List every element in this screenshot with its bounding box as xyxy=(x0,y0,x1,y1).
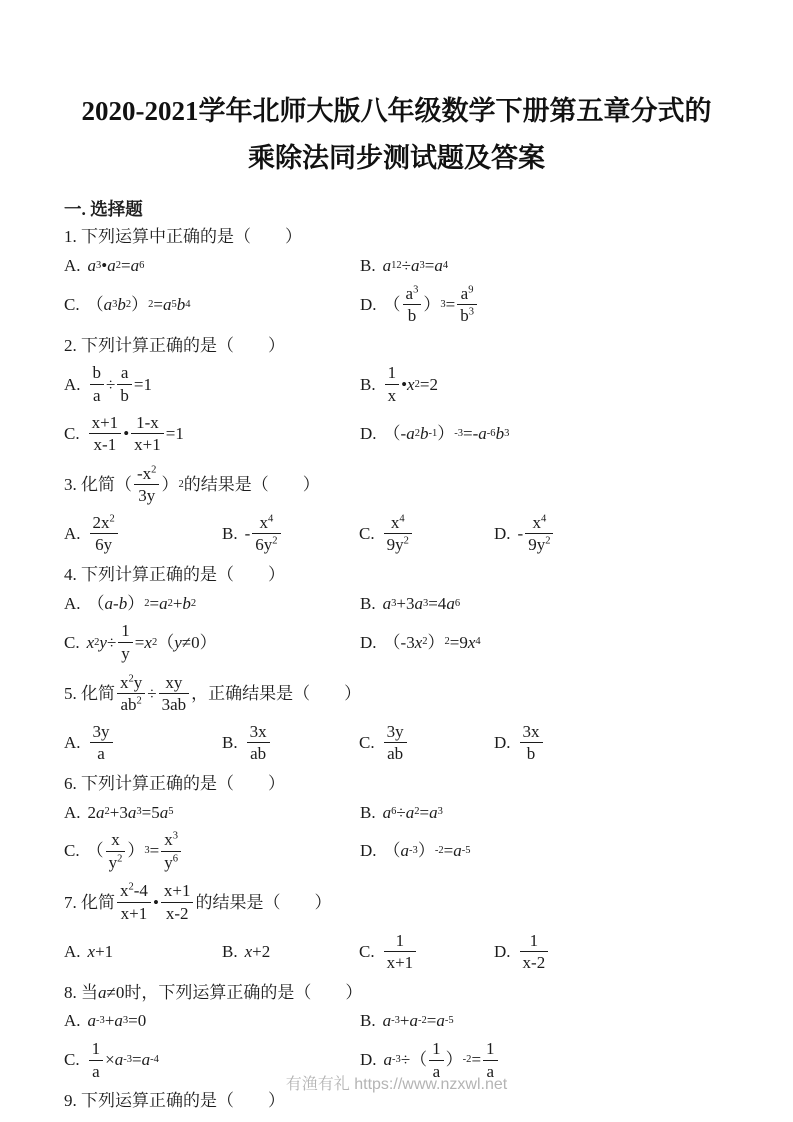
option-label: B. xyxy=(360,374,376,394)
option xyxy=(494,721,729,765)
math-variable: b xyxy=(419,423,429,443)
math-variable: a xyxy=(400,841,410,861)
option-label: B. xyxy=(222,523,238,543)
math-variable: a xyxy=(159,802,169,822)
option-label: C. xyxy=(359,941,375,961)
option xyxy=(64,293,360,317)
fraction-denominator: 3ab xyxy=(161,695,187,715)
option-label: C. xyxy=(64,294,80,314)
option-math: （ a -3 ） -2 = a -5 xyxy=(384,839,471,863)
fraction-denominator: a xyxy=(93,386,101,406)
fraction xyxy=(384,513,412,555)
questions-list xyxy=(64,225,729,1113)
option-label: A. xyxy=(64,1011,81,1031)
question xyxy=(64,563,729,665)
option-label: A. xyxy=(64,941,81,961)
superscript: 3 xyxy=(172,830,178,842)
math-variable: a xyxy=(453,841,462,861)
question-stem: 2. 下列计算正确的是（ ） xyxy=(64,335,285,355)
option-math: （ a - b ） 2 = a 2 + b 2 xyxy=(88,592,197,616)
fraction xyxy=(384,931,417,973)
options-row xyxy=(64,721,729,765)
fraction xyxy=(90,722,113,764)
fraction xyxy=(457,284,477,326)
fraction-numerator: $x^2y$ xyxy=(117,673,145,695)
math-variable: a xyxy=(383,1050,393,1070)
option xyxy=(64,412,360,456)
options-row xyxy=(64,254,729,278)
fraction-numerator: $2x^2$ xyxy=(90,513,118,535)
fraction-denominator: $y^2$ xyxy=(108,852,123,872)
math-variable: a xyxy=(114,1011,123,1031)
option-math: - $\frac{x^4}{6y^2}$ xyxy=(245,512,283,556)
fraction xyxy=(90,513,118,555)
math-variable: a xyxy=(434,255,443,275)
math-variable: a xyxy=(382,255,392,275)
math-variable: x xyxy=(407,374,415,394)
option-label: B. xyxy=(360,593,376,613)
question-stem: 8. 当 a ≠0时，下列运算正确的是（ ） xyxy=(64,981,729,1005)
fraction-numerator: b xyxy=(90,363,105,385)
option-math: a 3 +3 a 3 =4 a 6 xyxy=(383,592,460,616)
math-variable: a xyxy=(414,593,423,613)
superscript: 4 xyxy=(540,513,547,525)
question-stem: 5. 化简 $\frac{x^2y}{ab^2}$ ÷ $\frac{xy}{3ab}$ ，正确结果是（ ） xyxy=(64,672,362,715)
fraction xyxy=(131,413,164,455)
fraction xyxy=(385,363,400,405)
question-stem: 9. 下列运算正确的是（ ） xyxy=(64,1091,285,1111)
option xyxy=(222,940,359,964)
fraction-denominator: b xyxy=(120,386,129,406)
math-variable: a xyxy=(478,423,487,443)
superscript: 2 xyxy=(151,464,157,476)
option-math xyxy=(88,721,115,765)
fraction xyxy=(117,363,132,405)
math-variable: a xyxy=(87,1011,97,1031)
option-label: C. xyxy=(64,841,80,861)
option-label: B. xyxy=(222,732,238,752)
fraction xyxy=(118,621,133,663)
fraction-denominator: x-1 xyxy=(93,435,117,455)
math-variable: a xyxy=(410,255,420,275)
option xyxy=(360,254,729,278)
math-variable: b xyxy=(182,593,191,613)
fraction-numerator: x xyxy=(106,830,126,852)
options-row xyxy=(64,930,729,974)
options-row xyxy=(64,592,729,616)
fraction-denominator: b xyxy=(526,744,536,764)
option-math: $\frac{1}{a}$ × a -3 = a -4 xyxy=(87,1038,159,1082)
math-variable: a xyxy=(382,802,392,822)
math-variable: y xyxy=(99,632,107,652)
question xyxy=(64,463,729,556)
math-variable: b xyxy=(118,593,128,613)
options-row xyxy=(64,1009,729,1033)
fraction-numerator: x+1 xyxy=(161,881,194,903)
option-math: a 12 ÷ a 3 = a 4 xyxy=(383,254,449,278)
fraction-denominator: $9y^2$ xyxy=(386,535,409,555)
option-math xyxy=(382,930,419,974)
superscript: 2 xyxy=(128,881,134,893)
fraction xyxy=(90,363,105,405)
math-variable: a xyxy=(159,593,168,613)
question xyxy=(64,880,729,973)
math-variable: a xyxy=(114,1050,124,1070)
option xyxy=(64,721,222,765)
superscript: 2 xyxy=(128,672,134,684)
math-variable: x xyxy=(144,632,152,652)
math-variable: a xyxy=(409,1011,418,1031)
question xyxy=(64,334,729,456)
option-label: A. xyxy=(64,374,81,394)
math-variable: b xyxy=(176,294,186,314)
fraction-numerator: 1 xyxy=(384,931,417,953)
option-label: D. xyxy=(360,1050,377,1070)
math-variable: x xyxy=(87,941,96,961)
option xyxy=(222,512,359,556)
options-row xyxy=(64,829,729,873)
option xyxy=(359,930,494,974)
option-math: a -3 + a -2 = a -5 xyxy=(383,1009,454,1033)
math-variable: b xyxy=(495,423,505,443)
option xyxy=(494,512,729,556)
option-math xyxy=(382,512,414,556)
option-math: a 6 ÷ a 2 = a 3 xyxy=(383,801,443,825)
fraction xyxy=(106,830,126,872)
option-math: （- a 2 b -1 ） -3 =- a -6 b 3 xyxy=(384,422,510,446)
options-row xyxy=(64,801,729,825)
option xyxy=(360,839,729,863)
math-variable: a xyxy=(96,802,105,822)
option-label: D. xyxy=(360,632,377,652)
option-math: $\frac{1}{x}$ • x 2 =2 xyxy=(383,362,438,406)
superscript: 2 xyxy=(272,535,278,547)
fraction-denominator: y xyxy=(121,644,130,663)
superscript: 4 xyxy=(268,513,274,525)
math-variable: b xyxy=(117,294,126,314)
fraction-numerator: xy xyxy=(159,673,190,695)
fraction-numerator: $-x^2$ xyxy=(134,464,159,486)
fraction-numerator: 1-x xyxy=(131,413,164,435)
option-math: 2 a 2 +3 a 3 =5 a 5 xyxy=(88,801,174,825)
option-label: D. xyxy=(360,841,377,861)
fraction xyxy=(161,881,194,923)
option-math: - $\frac{x^4}{9y^2}$ xyxy=(518,512,556,556)
option-label: C. xyxy=(359,732,375,752)
options-row xyxy=(64,512,729,556)
fraction-numerator: 3x xyxy=(247,722,270,744)
option xyxy=(360,592,729,616)
option-label: C. xyxy=(64,632,80,652)
option-math: x 2 y ÷ $\frac{1}{y}$ = x 2 （ y ≠0） xyxy=(86,621,217,663)
fraction-denominator: a xyxy=(432,1061,441,1081)
option xyxy=(64,620,360,664)
question xyxy=(64,981,729,1083)
fraction-denominator: b xyxy=(407,306,417,326)
option-label: A. xyxy=(64,255,81,275)
fraction xyxy=(117,881,151,923)
fraction xyxy=(384,722,407,764)
option-math: （ $\frac{x}{y^2}$ ） 3 = $\frac{x^3}{y^6}$ xyxy=(87,829,183,873)
math-variable: a xyxy=(98,982,107,1002)
fraction-denominator: $9y^2$ xyxy=(528,535,551,555)
option-label: B. xyxy=(360,1011,376,1031)
option xyxy=(360,801,729,825)
fraction-denominator: a xyxy=(92,1061,100,1081)
fraction xyxy=(403,284,422,326)
option-label: A. xyxy=(64,802,81,822)
option-label: C. xyxy=(64,1050,80,1070)
math-variable: a xyxy=(436,1011,445,1031)
option xyxy=(64,592,360,616)
option xyxy=(360,631,729,655)
fraction-numerator: $x^4$ xyxy=(525,513,553,535)
superscript: 2 xyxy=(545,535,551,547)
math-variable: x xyxy=(414,632,423,652)
option-label: C. xyxy=(359,523,375,543)
option-label: A. xyxy=(64,593,81,613)
fraction-denominator: $6y^2$ xyxy=(255,535,278,555)
math-variable: x xyxy=(244,941,253,961)
option xyxy=(64,801,360,825)
math-variable: x xyxy=(467,632,476,652)
superscript: 2 xyxy=(117,853,123,865)
question xyxy=(64,672,729,765)
option-math: a -3 ÷（ $\frac{1}{a}$ ） -2 = $\frac{1}{a}$ xyxy=(384,1038,500,1082)
math-variable: a xyxy=(162,294,172,314)
option xyxy=(360,422,729,446)
fraction-numerator: $x^2-4$ xyxy=(117,881,151,903)
fraction-numerator: $x^4$ xyxy=(252,513,280,535)
superscript: 3 xyxy=(468,306,474,318)
fraction xyxy=(117,673,145,715)
option xyxy=(359,512,494,556)
option-math: （-3 x 2 ） 2 =9 x 4 xyxy=(384,631,481,655)
question xyxy=(64,225,729,327)
fraction-denominator: a xyxy=(486,1061,495,1081)
question-stem: 7. 化简 $\frac{x^2-4}{x+1}$ • $\frac{x+1}{x-2}$ 的结果是（ ） xyxy=(64,881,332,923)
superscript: 6 xyxy=(172,853,178,865)
option-math: $\frac{x+1}{x-1}$ • $\frac{1-x}{x+1}$ =1 xyxy=(87,412,184,456)
superscript: 9 xyxy=(468,283,474,295)
option-label: D. xyxy=(494,941,511,961)
fraction-denominator: $y^6$ xyxy=(164,852,178,872)
fraction-numerator: 3y xyxy=(384,722,407,744)
fraction xyxy=(159,673,190,715)
option-math: x +2 xyxy=(245,940,271,964)
math-variable: a xyxy=(127,802,137,822)
option-math xyxy=(518,721,545,765)
math-variable: a xyxy=(405,802,415,822)
superscript: 2 xyxy=(109,513,115,525)
fraction xyxy=(520,931,549,973)
option xyxy=(359,721,494,765)
fraction-denominator: x-2 xyxy=(522,953,546,973)
fraction xyxy=(252,513,280,555)
superscript: 2 xyxy=(136,695,142,707)
option-math xyxy=(382,721,409,765)
fraction-numerator: 1 xyxy=(89,1039,104,1061)
option-label: B. xyxy=(360,802,376,822)
option-label: B. xyxy=(222,941,238,961)
option xyxy=(64,512,222,556)
fraction-numerator: x+1 xyxy=(89,413,122,435)
option-math: a 3 • a 2 = a 6 xyxy=(88,254,145,278)
math-variable: a xyxy=(104,593,114,613)
math-variable: a xyxy=(141,1050,151,1070)
fraction xyxy=(161,830,181,872)
math-variable: a xyxy=(107,255,116,275)
options-row xyxy=(64,283,729,327)
fraction-numerator: 3y xyxy=(90,722,113,744)
fraction-denominator: 6y xyxy=(95,535,113,555)
math-variable: x xyxy=(86,632,95,652)
fraction-numerator: 1 xyxy=(118,621,133,643)
superscript: 2 xyxy=(403,535,409,547)
fraction-numerator: 1 xyxy=(429,1039,444,1061)
fraction-numerator: $a^9$ xyxy=(457,284,477,306)
options-row xyxy=(64,412,729,456)
option-label: D. xyxy=(360,294,377,314)
option xyxy=(222,721,359,765)
fraction-numerator: 3x xyxy=(520,722,543,744)
option-label: C. xyxy=(64,423,80,443)
fraction xyxy=(134,464,159,506)
option-math: $\frac{b}{a}$ ÷ $\frac{a}{b}$ =1 xyxy=(88,362,152,406)
math-variable: a xyxy=(103,294,113,314)
option-math: x +1 xyxy=(88,940,114,964)
fraction-denominator: x xyxy=(387,386,397,406)
math-variable: a xyxy=(406,423,415,443)
fraction-denominator: 3y xyxy=(138,486,156,506)
fraction xyxy=(247,722,270,764)
math-variable: a xyxy=(429,802,438,822)
option xyxy=(360,283,729,327)
option-label: A. xyxy=(64,732,81,752)
math-variable: a xyxy=(130,255,140,275)
fraction-numerator: 1 xyxy=(483,1039,498,1061)
option-label: A. xyxy=(64,523,81,543)
math-variable: a xyxy=(382,593,392,613)
option xyxy=(360,1009,729,1033)
fraction-denominator: x-2 xyxy=(165,903,189,923)
fraction xyxy=(525,513,553,555)
option xyxy=(360,362,729,406)
option-math xyxy=(245,721,272,765)
fraction-denominator: ab xyxy=(387,744,404,764)
question xyxy=(64,772,729,874)
fraction-denominator: $b^3$ xyxy=(460,306,474,326)
option-math: （ $\frac{a^3}{b}$ ） 3 = $\frac{a^9}{b^3}$ xyxy=(384,283,479,327)
question-stem: 3. 化简（ $\frac{-x^2}{3y}$ ） 2 的结果是（ ） xyxy=(64,463,320,506)
fraction-denominator: $ab^2$ xyxy=(120,695,142,715)
fraction-denominator: x+1 xyxy=(120,903,148,923)
fraction-numerator: $a^3$ xyxy=(403,284,422,306)
option xyxy=(64,362,360,406)
option xyxy=(494,930,729,974)
footer-watermark: 有渔有礼 https://www.nzxwl.net xyxy=(285,1075,508,1093)
option xyxy=(64,940,222,964)
option-label: D. xyxy=(494,523,511,543)
fraction-numerator: $x^3$ xyxy=(161,830,181,852)
options-row xyxy=(64,362,729,406)
option-math xyxy=(518,930,551,974)
superscript: 3 xyxy=(413,283,419,295)
math-variable: a xyxy=(446,593,455,613)
page-title: 2020-2021学年北师大版八年级数学下册第五章分式的乘除法同步测试题及答案 xyxy=(81,96,712,174)
fraction-numerator: a xyxy=(117,363,132,385)
option-math xyxy=(88,512,120,556)
option-label: D. xyxy=(494,732,511,752)
section-heading: 一. 选择题 xyxy=(64,198,143,219)
option-math: （ a 3 b 2 ） 2 = a 5 b 4 xyxy=(87,293,191,317)
fraction xyxy=(520,722,543,764)
option xyxy=(64,1009,360,1033)
options-row xyxy=(64,620,729,664)
question-stem: 4. 下列计算正确的是（ ） xyxy=(64,564,285,584)
option-label: B. xyxy=(360,255,376,275)
fraction xyxy=(89,413,122,455)
fraction-denominator: x+1 xyxy=(134,435,161,455)
question-stem: 1. 下列运算中正确的是（ ） xyxy=(64,227,302,246)
fraction-numerator: 1 xyxy=(520,931,549,953)
option xyxy=(64,829,360,873)
option-label: D. xyxy=(360,423,377,443)
fraction-numerator: $x^4$ xyxy=(384,513,412,535)
option-math: a -3 + a 3 =0 xyxy=(88,1009,147,1033)
math-variable: a xyxy=(87,255,97,275)
fraction-denominator: a xyxy=(97,744,105,764)
superscript: 4 xyxy=(399,513,405,525)
option xyxy=(64,254,360,278)
math-variable: y xyxy=(174,632,182,652)
fraction-numerator: 1 xyxy=(385,363,400,385)
math-variable: a xyxy=(382,1011,392,1031)
question-stem: 6. 下列计算正确的是（ ） xyxy=(64,773,285,793)
fraction-denominator: ab xyxy=(250,744,267,764)
fraction-denominator: x+1 xyxy=(386,953,414,973)
